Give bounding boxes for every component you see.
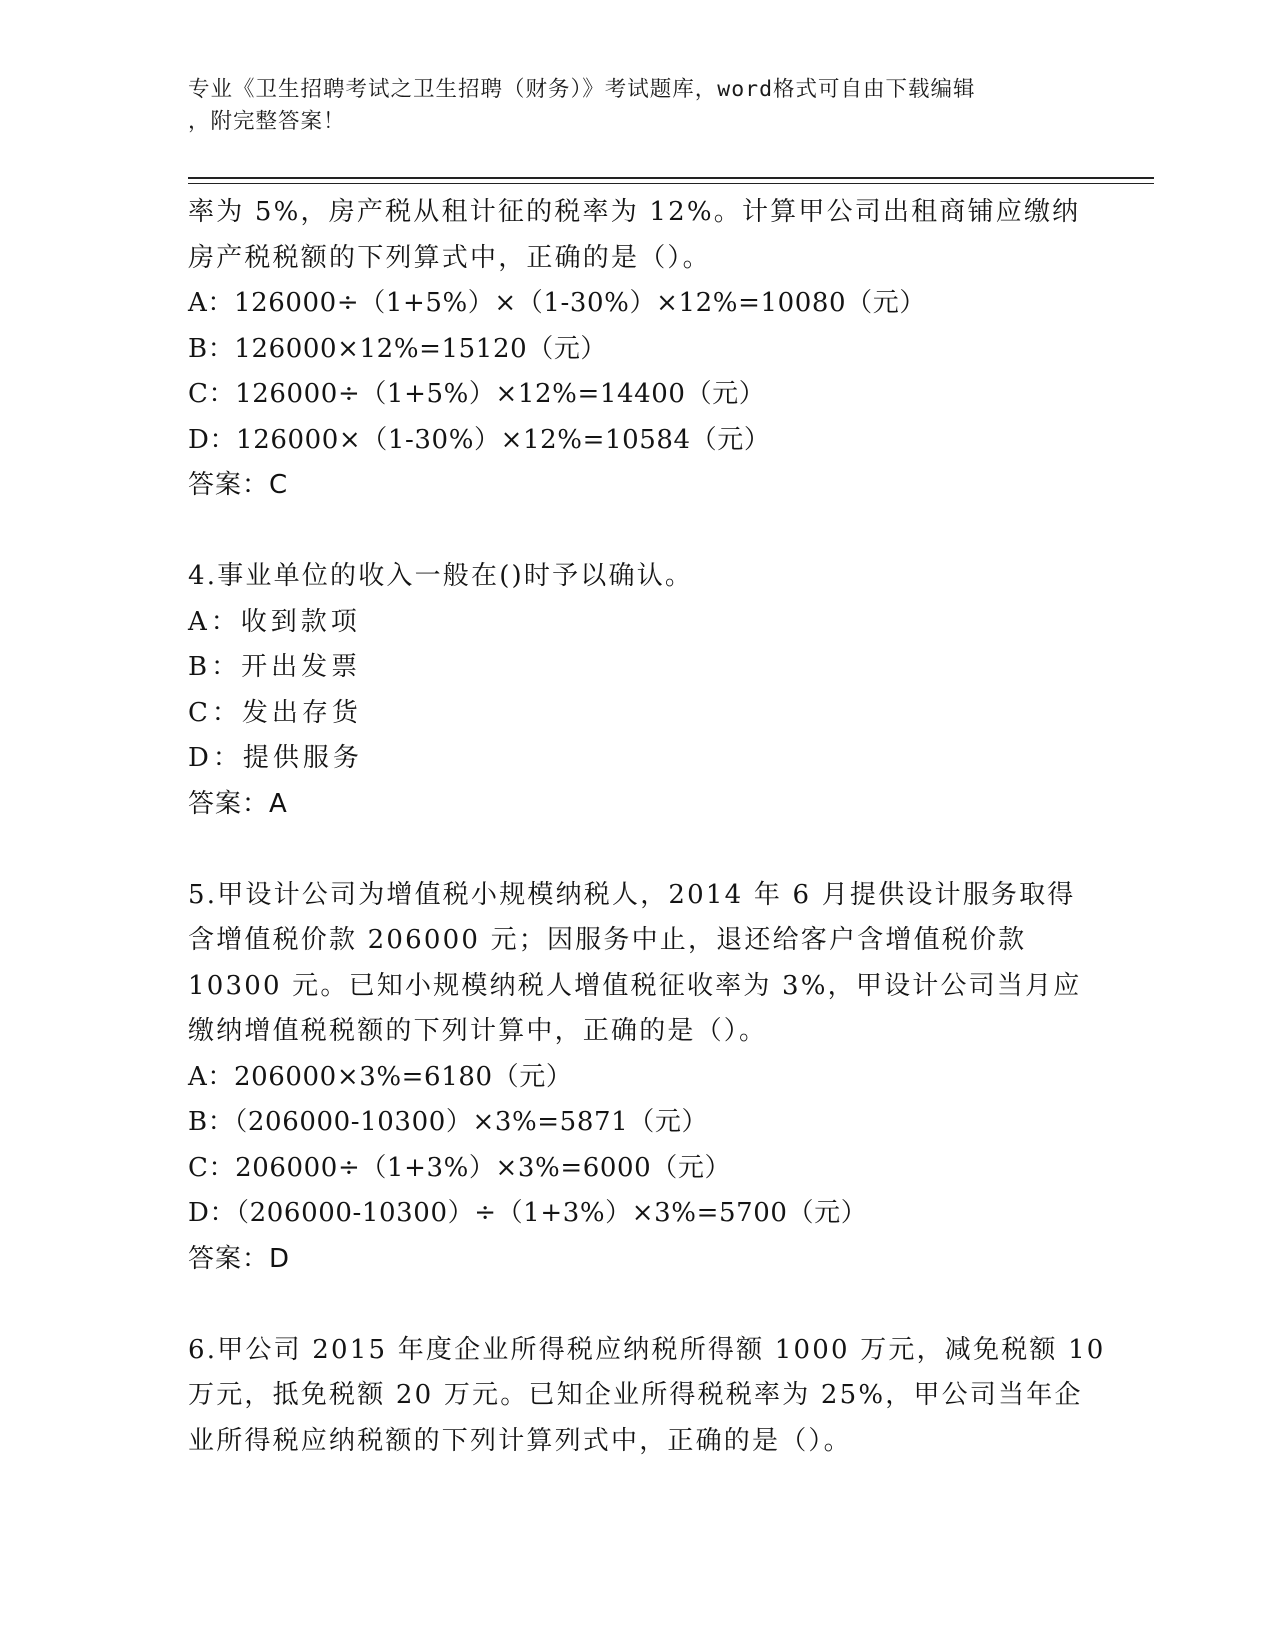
answer-label: 答案：C bbox=[188, 470, 289, 500]
header-rule-thin bbox=[188, 183, 1154, 184]
question-stem-line: 5.甲设计公司为增值税小规模纳税人，2014 年 6 月提供设计服务取得 bbox=[188, 879, 1076, 910]
option-c: C：206000÷（1+3%）×3%=6000（元） bbox=[188, 1152, 732, 1183]
answer-label: 答案：A bbox=[188, 788, 288, 819]
spacer bbox=[188, 509, 1088, 555]
option-c: C：126000÷（1+5%）×12%=14400（元） bbox=[188, 379, 766, 409]
question-stem-line: 业所得税应纳税额的下列计算列式中，正确的是（）。 bbox=[188, 1425, 852, 1456]
option-a: A：收到款项 bbox=[188, 606, 361, 637]
question-stem-line: 万元，抵免税额 20 万元。已知企业所得税税率为 25%，甲公司当年企 bbox=[188, 1380, 1083, 1410]
question-stem-line: 缴纳增值税税额的下列计算中，正确的是（）。 bbox=[188, 1016, 768, 1046]
header-rule bbox=[188, 177, 1154, 179]
option-b: B：开出发票 bbox=[188, 652, 362, 682]
option-a: A：206000×3%=6180（元） bbox=[188, 1061, 573, 1092]
spacer bbox=[188, 827, 1088, 873]
question-3-continued bbox=[188, 190, 1088, 509]
option-b: B：126000×12%=15120（元） bbox=[188, 333, 608, 364]
spacer bbox=[188, 1282, 1088, 1328]
question-list bbox=[188, 190, 1106, 1464]
question-stem-line: 10300 元。已知小规模纳税人增值税征收率为 3%，甲设计公司当月应 bbox=[188, 970, 1082, 1001]
question-stem-line: 房产税税额的下列算式中，正确的是（）。 bbox=[188, 242, 711, 273]
question-stem-line: 4.事业单位的收入一般在()时予以确认。 bbox=[188, 561, 694, 591]
option-a: A：126000÷（1+5%）×（1-30%）×12%=10080（元） bbox=[188, 288, 926, 318]
option-d: D：（206000-10300）÷（1+3%）×3%=5700（元） bbox=[188, 1198, 868, 1228]
option-c: C：发出存货 bbox=[188, 697, 362, 728]
option-d: D：126000×（1-30%）×12%=10584（元） bbox=[188, 424, 771, 455]
question-stem-line: 6.甲公司 2015 年度企业所得税应纳税所得额 1000 万元，减免税额 10 bbox=[188, 1334, 1106, 1365]
question-4 bbox=[188, 554, 1088, 827]
question-6 bbox=[188, 1328, 1106, 1465]
page-header bbox=[188, 74, 1068, 138]
question-5 bbox=[188, 873, 1088, 1283]
option-b: B：（206000-10300）×3%=5871（元） bbox=[188, 1107, 709, 1137]
header-line-1: 专业《卫生招聘考试之卫生招聘（财务）》考试题库，word格式可自由下载编辑 bbox=[188, 77, 976, 102]
question-stem-line: 含增值税价款 206000 元；因服务中止，退还给客户含增值税价款 bbox=[188, 925, 1027, 955]
answer-label: 答案：D bbox=[188, 1243, 291, 1274]
question-stem-line: 率为 5%，房产税从租计征的税率为 12%。计算甲公司出租商铺应缴纳 bbox=[188, 197, 1081, 227]
header-line-2: ，附完整答案！ bbox=[188, 109, 346, 134]
option-d: D：提供服务 bbox=[188, 743, 363, 773]
